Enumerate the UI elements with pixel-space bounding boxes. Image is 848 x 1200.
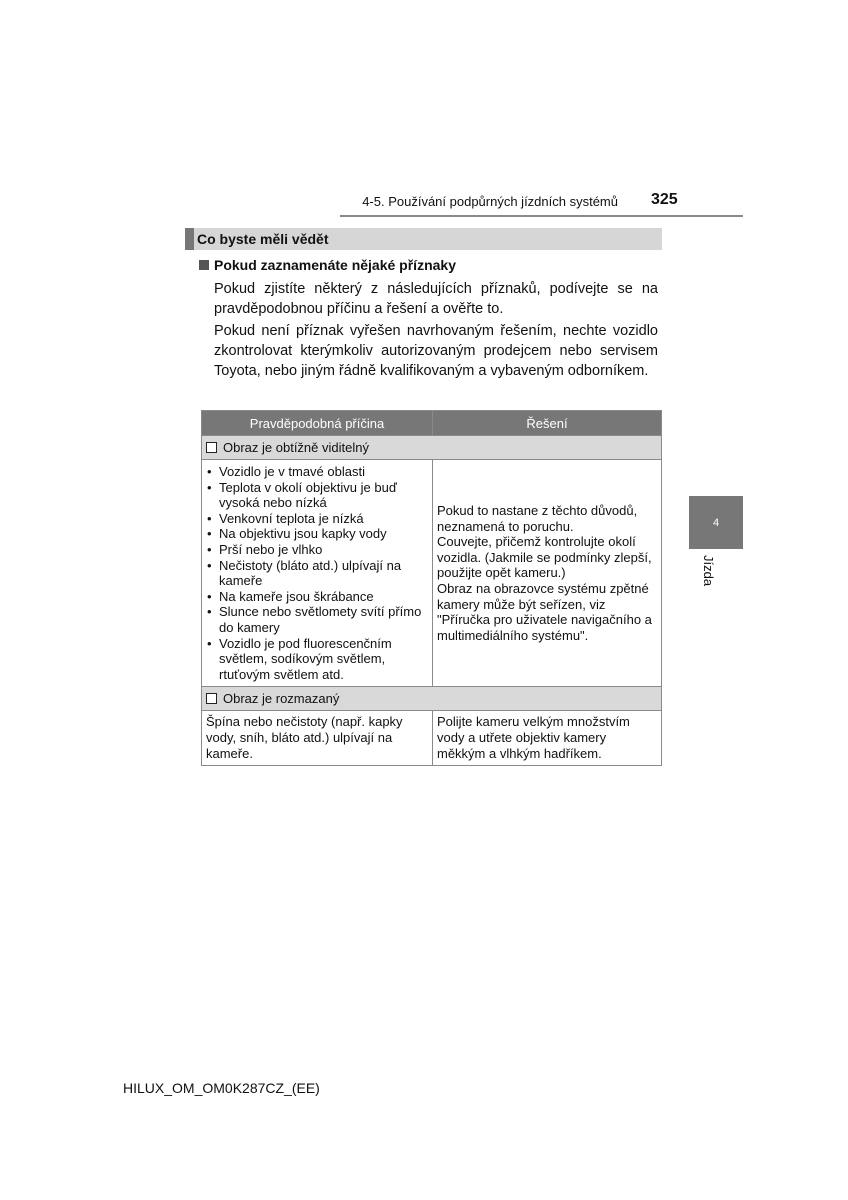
list-item: • Nečistoty (bláto atd.) ulpívají na kameře (207, 558, 427, 589)
table-row (202, 711, 662, 766)
intro-paragraph: Pokud zjistíte některý z následujících příznaků, podívejte se na pravděpodobnou příčinu a řešení a ověřte to. (214, 281, 658, 317)
category-row (202, 436, 662, 460)
list-item: • Venkovní teplota je nízká (207, 511, 427, 527)
list-item: • Vozidlo je v tmavé oblasti (207, 464, 427, 480)
header-cause: Pravděpodobná příčina (202, 411, 433, 436)
table-header-row (202, 411, 662, 436)
running-header-title: 4-5. Používání podpůrných jízdních systémů (362, 194, 618, 209)
list-item: • Prší nebo je vlhko (207, 542, 427, 558)
header-rule (340, 215, 743, 217)
cause-list (203, 461, 431, 685)
page-number: 325 (651, 191, 678, 208)
table-row (202, 460, 662, 687)
footer-code: HILUX_OM_OM0K287CZ_(EE) (123, 1080, 320, 1096)
list-item: • Na kameře jsou škrábance (207, 589, 427, 605)
cause-cell: Špína nebo nečistoty (např. kapky vody, sníh, bláto atd.) ulpívají na kameře. (202, 711, 433, 766)
solution-line: Couvejte, přičemž kontrolujte okolí vozidla. (Jakmile se podmínky zlepší, použijte opět kameru.) (437, 534, 652, 581)
list-item: • Na objektivu jsou kapky vody (207, 526, 427, 542)
section-title: Co byste měli vědět (197, 231, 329, 247)
subheading (199, 257, 456, 273)
dealer-paragraph: Pokud není příznak vyřešen navrhovaným řešením, nechte vozidlo zkontrolovat kterýmkoliv autorizovaným prodejcem nebo servisem Toyota, nebo jiným řádně kvalifikovaným a vybaveným odborníkem. (214, 323, 658, 379)
solution-cell (433, 460, 662, 687)
chapter-tab (689, 496, 743, 549)
section-header (185, 228, 662, 250)
list-item: • Vozidlo je pod fluorescenčním světlem, sodíkovým světlem, rtuťovým světlem atd. (207, 636, 427, 683)
checkbox-icon (206, 693, 217, 704)
category-label: Obraz je rozmazaný (223, 691, 340, 707)
category-row (202, 687, 662, 711)
category-label: Obraz je obtížně viditelný (223, 440, 369, 455)
category-cell (202, 436, 662, 460)
symptom-table (201, 410, 662, 766)
chapter-label: Jízda (701, 555, 716, 587)
chapter-number: 4 (712, 516, 720, 529)
cause-cell (202, 460, 433, 687)
subheading-text: Pokud zaznamenáte nějaké příznaky (214, 257, 456, 273)
checkbox-icon (206, 442, 217, 453)
solution-cell: Polijte kameru velkým množstvím vody a utřete objektiv kamery měkkým a vlhkým hadříkem. (433, 711, 662, 766)
square-bullet-icon (199, 260, 209, 270)
solution-line: Pokud to nastane z těchto důvodů, neznamená to poruchu. (437, 502, 638, 534)
list-item: • Slunce nebo světlomety svítí přímo do kamery (207, 604, 427, 635)
solution-line: Obraz na obrazovce systému zpětné kamery může být seřízen, viz "Příručka pro uživatele navigačního a multimediálního systému". (437, 580, 652, 643)
list-item: • Teplota v okolí objektivu je buď vysoká nebo nízká (207, 480, 427, 511)
category-cell (202, 687, 662, 711)
header-solution: Řešení (433, 411, 662, 436)
